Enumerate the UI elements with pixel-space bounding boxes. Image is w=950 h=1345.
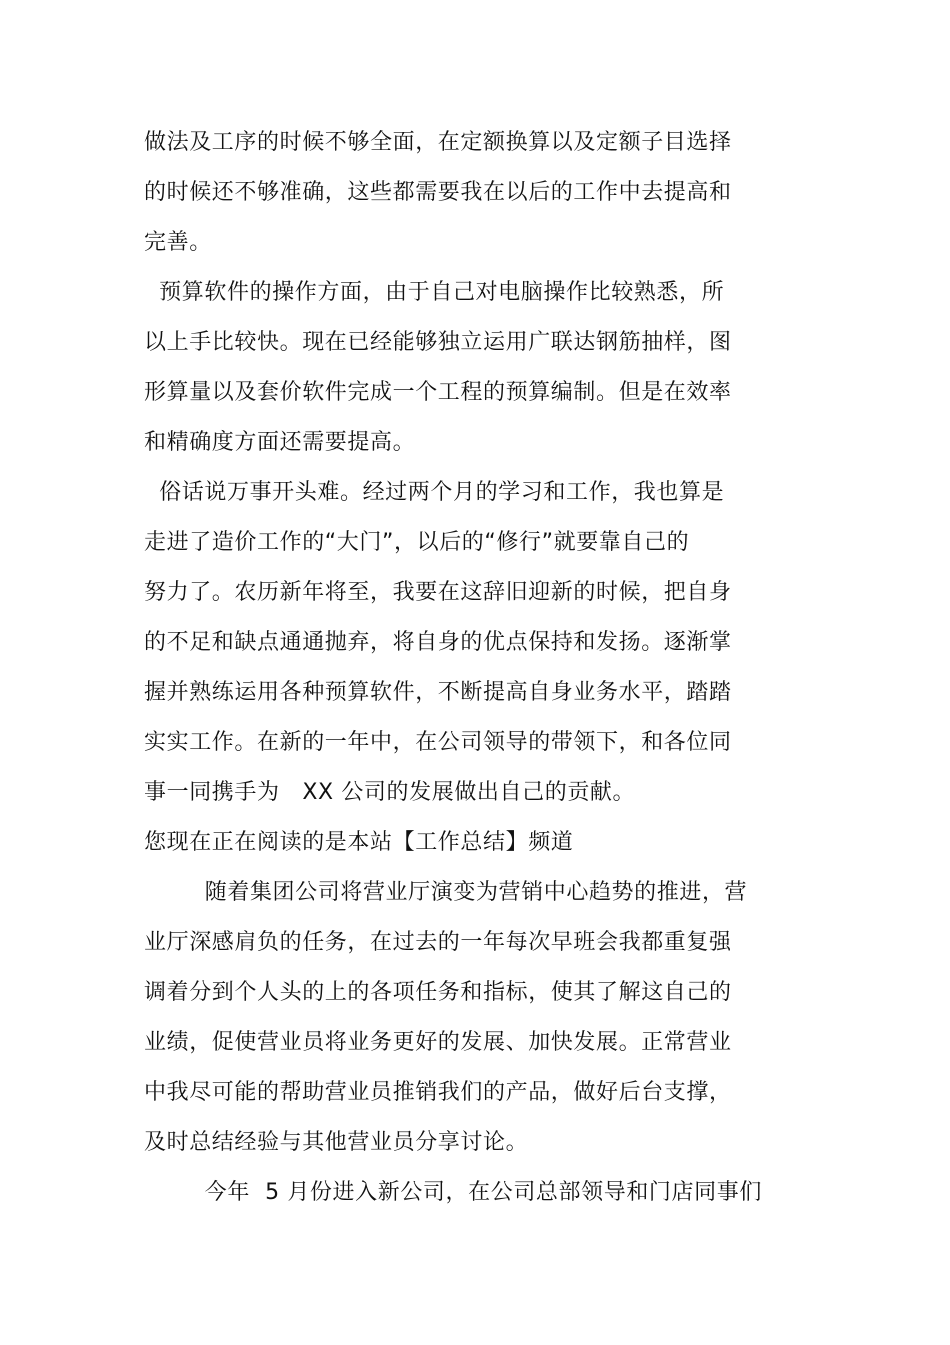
text-line-5: 以上手比较快。现在已经能够独立运用广联达钢筋抽样，图 — [144, 330, 732, 355]
text-line-4: 预算软件的操作方面，由于自己对电脑操作比较熟悉，所 — [144, 280, 725, 305]
text-line-9: 走进了造价工作的“大门”，以后的“修行”就要靠自己的 — [144, 530, 690, 555]
text-line-3: 完善。 — [144, 230, 212, 255]
text-line-12: 握并熟练运用各种预算软件，不断提高自身业务水平，踏踏 — [144, 680, 732, 705]
text-line-18: 调着分到个人头的上的各项任务和指标，使其了解这自己的 — [144, 980, 732, 1005]
text-line-17: 业厅深感肩负的任务，在过去的一年每次早班会我都重复强 — [144, 930, 732, 955]
text-line-7: 和精确度方面还需要提高。 — [144, 430, 416, 455]
text-line-8: 俗话说万事开头难。经过两个月的学习和工作，我也算是 — [144, 480, 725, 505]
text-line-2: 的时候还不够准确，这些都需要我在以后的工作中去提高和 — [144, 180, 732, 205]
text-line-19: 业绩，促使营业员将业务更好的发展、加快发展。正常营业 — [144, 1030, 732, 1055]
text-line-6: 形算量以及套价软件完成一个工程的预算编制。但是在效率 — [144, 380, 732, 405]
text-line-16: 随着集团公司将营业厅演变为营销中心趋势的推进，营 — [144, 880, 748, 905]
text-line-20: 中我尽可能的帮助营业员推销我们的产品，做好后台支撑， — [144, 1080, 732, 1105]
text-line-21: 及时总结经验与其他营业员分享讨论。 — [144, 1130, 529, 1155]
text-line-1: 做法及工序的时候不够全面，在定额换算以及定额子目选择 — [144, 130, 732, 155]
text-line-22: 今年 5 月份进入新公司，在公司总部领导和门店同事们 — [144, 1180, 762, 1205]
text-line-10: 努力了。农历新年将至，我要在这辞旧迎新的时候，把自身 — [144, 580, 732, 605]
text-line-13: 实实工作。在新的一年中，在公司领导的带领下，和各位同 — [144, 730, 732, 755]
channel-notice: 您现在正在阅读的是本站【工作总结】频道 — [144, 830, 574, 855]
text-line-11: 的不足和缺点通通抛弃，将自身的优点保持和发扬。逐渐掌 — [144, 630, 732, 655]
text-line-14: 事一同携手为 XX 公司的发展做出自己的贡献。 — [144, 780, 636, 805]
